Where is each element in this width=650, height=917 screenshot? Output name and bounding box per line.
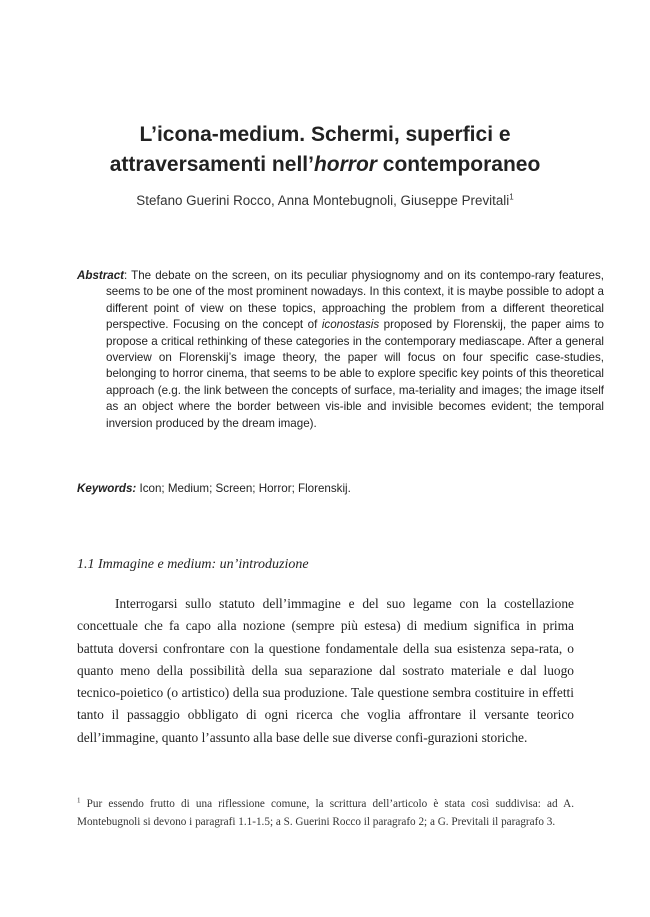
keywords-label: Keywords: <box>77 482 137 495</box>
article-title <box>60 120 590 180</box>
footnote-mark: 1 <box>77 796 81 805</box>
abstract-block <box>77 268 604 432</box>
abstract-text-2: proposed by Florenskij, the paper aims to propose a critical rethinking of these categories in the contemporary mediascape. After a general overview on Florenskij’s image theory, the paper will focus on four specific case-studies, belonging to horror cinema, that seems to be able to explore specific key points of this theoretical approach (e.g. the link between the concepts of surface, ma-teriality and images; the image itself as an object where the border between vis-ible and invisible becomes evident; the temporal inversion produced by the dream image). <box>106 318 604 430</box>
keywords-line <box>77 481 575 497</box>
authors-footnote-mark: 1 <box>509 192 514 202</box>
authors-line <box>60 192 590 210</box>
abstract-text-1: : The debate on the screen, on its peculiar physiognomy and on its contempo-rary features, seems to be one of the most prominent nowadays. In this context, it is maybe possible to adopt a different point of view on these topics, approaching the problem from a different theoretical perspective. Focusing on the concept of <box>106 269 604 332</box>
title-line-2 <box>60 150 590 180</box>
body-paragraph: Interrogarsi sullo statuto dell’immagine e del suo legame con la costellazione concettuale che fa capo alla nozione (sempre più estesa) di medium significa in prima battuta doversi confrontare con la questione fondamentale della sua esistenza sepa-rata, o quanto meno della possibilità della sua separazione dal sostrato materiale e dal luogo tecnico-poietico (o artistico) della sua produzione. Tale questione sembra costituire in effetti tanto il passaggio obbligato di ogni ricerca che voglia affrontare il versante teorico dell’immagine, quanto l’assunto alla base delle sue diverse confi-gurazioni storiche. <box>77 596 574 745</box>
title-italic-word: horror <box>313 153 377 176</box>
authors-names: Stefano Guerini Rocco, Anna Montebugnoli, Giuseppe Previtali <box>136 193 510 208</box>
title-line-1: L’icona-medium. Schermi, superfici e <box>139 123 511 146</box>
keywords-text: Icon; Medium; Screen; Horror; Florenskij. <box>136 482 351 495</box>
title-line-2-start: attraversamenti nell’ <box>109 153 314 176</box>
abstract-italic-term: iconostasis <box>321 318 380 332</box>
section-heading: 1.1 Immagine e medium: un’introduzione <box>77 557 309 572</box>
footnote <box>77 796 574 831</box>
abstract-label: Abstract <box>77 269 125 282</box>
footnote-text: Pur essendo frutto di una riflessione comune, la scrittura dell’articolo è stata così suddivisa: ad A. Montebugnoli si devono i paragrafi 1.1-1.5; a S. Guerini Rocco il paragrafo 2; a G. Previtali il paragrafo 3. <box>77 798 574 828</box>
title-line-2-end: contemporaneo <box>376 153 541 176</box>
